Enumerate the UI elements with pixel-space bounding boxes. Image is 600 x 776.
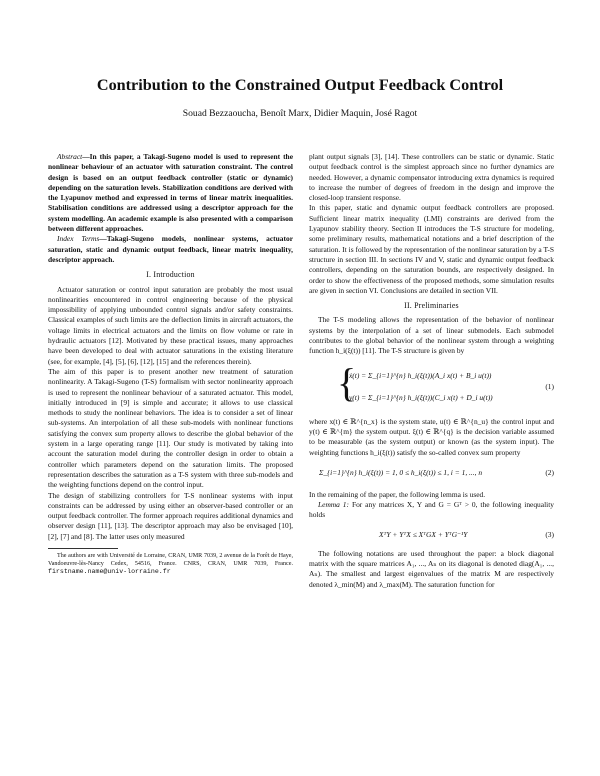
index-terms [48,234,293,265]
right-paragraph-1: plant output signals [3], [14]. These controllers can be static or dynamic. Static output feedback control is the simplest approach since no further dynamics are needed. However, a dynamic compensator introducing extra dynamics is required to increase the number of degrees of freedom in the design and improve the closed-loop transient response. [309,152,554,203]
lemma-1-text: For any matrices X, Y and G = Gᵀ > 0, the following inequality holds [309,500,554,520]
equation-1-row-1: ẋ(t) = Σ_{i=1}^{n} h_i(ξ(t))(A_i x(t) + B_i u(t)) [349,370,492,380]
equation-1-brace: { [337,359,357,405]
abstract-label: Abstract [57,152,83,161]
equation-3-body: XᵀY + YᵀX ≤ XᵀGX + YᵀG⁻¹Y [379,529,468,539]
prelim-paragraph-4: The following notations are used throughout the paper: a block diagonal matrix with the square matrices A₁, ..., Aₙ on its diagonal is denoted diag(A₁, ..., Aₙ). The smallest and largest eigenvalues of the matrix M are respectively denoted λ_min(M) and λ_max(M). The saturation function for [309,548,554,589]
lemma-1 [309,500,554,521]
lemma-1-label: Lemma 1: [318,500,350,510]
index-terms-text: —Takagi-Sugeno models, nonlinear systems, actuator saturation, static and dynamic output feedback, linear matrix inequality, descriptor approach. [48,234,293,264]
prelim-paragraph-3: In the remaining of the paper, the following lemma is used. [309,489,486,499]
footnote [48,552,293,576]
equation-1 [309,359,554,411]
prelim-paragraph-2: where x(t) ∈ ℝ^{n_x} is the system state, u(t) ∈ ℝ^{n_u} the control input and y(t) ∈ ℝ^{m} the system output. ξ(t) ∈ ℝ^{q} is the decision variable assumed to be measurable (as the system output) or known (as the system input). The weighting functions h_i(ξ(t)) satisfy the so-called convex sum property [309,416,554,457]
equation-2-number: (2) [545,467,554,477]
left-column [48,152,293,576]
paper-title: Contribution to the Constrained Output Feedback Control [96,76,504,94]
index-terms-label: Index Terms [57,234,100,244]
intro-paragraph-2: The aim of this paper is to present another new treatment of saturation nonlinearity. A Takagi-Sugeno (T-S) formalism with sector nonlinearity approach is used to represent the nonlinear behaviour of a saturated actuator. This model, initially introduced in [9] is simple and accurate; it allows to use classical methods to study the nonlinear behaviors. The idea is to consider a set of linear sub-systems. An interpolation of all these sub-models with nonlinear functions satisfying the convex sum property allows to describe the global behavior of the system in a large operating range [11]. Our study is motivated by taking into account the saturation model during the controller design in order to obtain a controller which parameters depend on the saturation limits. The proposed representation describes the saturation as a T-S system with three sub-models and the weighting functions depend on the control input. [48,366,293,490]
equation-2-body: Σ_{i=1}^{n} h_i(ξ(t)) = 1, 0 ≤ h_i(ξ(t)) ≤ 1, i = 1, ..., n [319,467,483,477]
preliminaries-heading: II. Preliminaries [404,301,459,311]
equation-3-number: (3) [545,529,554,539]
intro-paragraph-3: The design of stabilizing controllers for T-S nonlinear systems with input constraints can be addressed by using either an observer-based controller or an output feedback controller. The former approach requires additional dynamics and observer design [11], [13]. The descriptor approach may also be envisaged [10], [2], [7] and [8]. The latter uses only measured [48,490,293,541]
equation-3 [309,527,554,543]
equation-2 [309,464,554,484]
equation-1-row-2: y(t) = Σ_{i=1}^{n} h_i(ξ(t))(C_i x(t) + D_i u(t)) [349,392,493,402]
right-column [309,152,554,590]
footnote-text: The authors are with Université de Lorraine, CRAN, UMR 7039, 2 avenue de la Forêt de Haye, Vandoeuvre-lès-Nancy Cedex, 54516, France. CNRS, CRAN, UMR 7039, France. [48,552,293,567]
footnote-email: firstname.name@univ-lorraine.fr [48,567,171,575]
intro-paragraph-1: Actuator saturation or control input saturation are probably the most usual nonlinearities encountered in control engineering because of the physical impossibility of applying unbounded control signals and/or safety constraints. Classical examples of such limits are the deflection limits in aircraft actuators, the voltage limits in electrical actuators and the limits on flow volume or rate in hydraulic actuators [12]. Motivated by these practical issues, many approaches have been developed to deal with actuator saturations in the existing literature (see, for example, [4], [5], [6], [12], [15] and the references therein). [48,284,293,366]
abstract-text: —In this paper, a Takagi-Sugeno model is used to represent the nonlinear behaviour of an actuator with saturation constraint. The control design is based on an output feedback controller (static or dynamic) depending on the saturation levels. Stabilization conditions are derived with the Lyapunov method and expressed in terms of linear matrix inequalities. Stabilisation conditions are addressed using a descriptor approach for the system modelling. An academic example is also presented with a comparison between different approaches. [48,152,293,234]
prelim-paragraph-1: The T-S modeling allows the representation of the behavior of nonlinear systems by the interpolation of a set of linear submodels. Each submodel contributes to the global behavior of the nonlinear system through a weighting function h_i(ξ(t)) [11]. The T-S structure is given by [309,315,554,356]
intro-heading: I. Introduction [146,270,195,280]
abstract [48,152,293,234]
footnote-rule [48,548,118,549]
right-paragraph-2: In this paper, static and dynamic output feedback controllers are proposed. Sufficient linear matrix inequality (LMI) constraints are derived from the Lyapunov stability theory. Section II introduces the T-S structure for modeling, some preliminary results, mathematical notations and a brief description of the saturation. It is followed by the representation of the nonlinear saturation by a T-S structure in section III. In sections IV and V, static and dynamic output feedback controllers, depending on the saturation bounds, are respectively designed. In order to show the effectiveness of the proposed methods, some simulation results are given in section VI. Conclusions are detailed in section VII. [309,203,554,295]
equation-1-number: (1) [545,381,554,391]
paper-authors: Souad Bezzaoucha, Benoît Marx, Didier Maquin, José Ragot [182,108,418,119]
